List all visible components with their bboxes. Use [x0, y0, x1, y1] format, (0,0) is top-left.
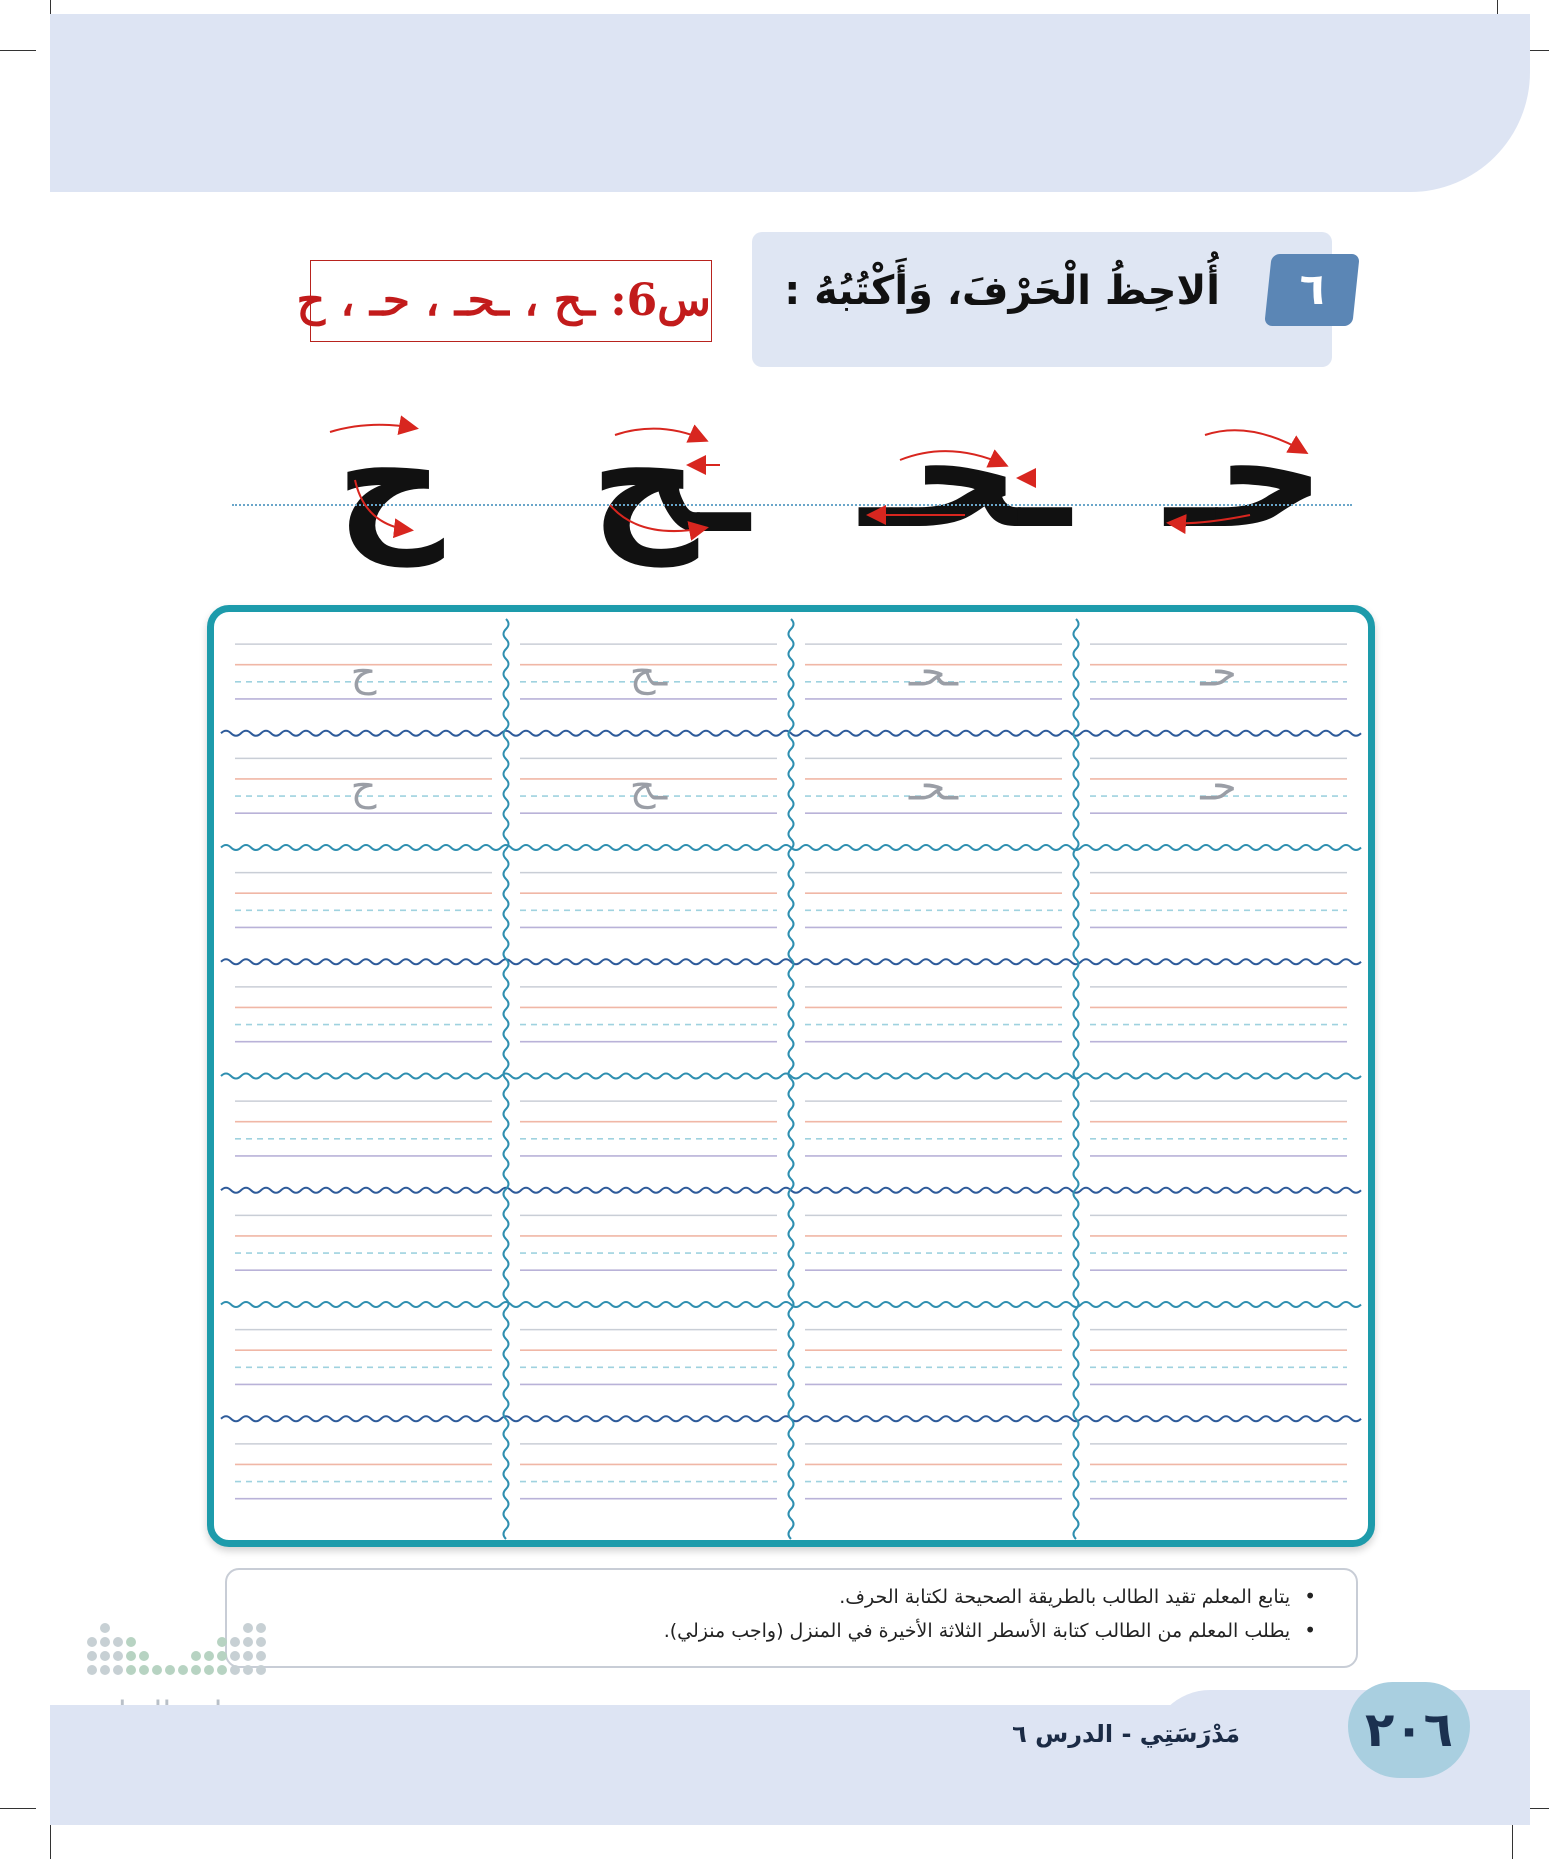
- logo-dot: [217, 1665, 227, 1675]
- arrow: [1205, 430, 1305, 452]
- crop-mark: [1512, 1822, 1513, 1859]
- logo-dot: [230, 1637, 240, 1647]
- traced-letter: ـح: [629, 763, 668, 810]
- page-number: ٢٠٦: [1348, 1682, 1470, 1778]
- traced-letter: ح: [350, 763, 377, 810]
- teacher-notes-list: [227, 1570, 1356, 1642]
- logo-dot: [165, 1665, 175, 1675]
- arrow: [615, 429, 705, 440]
- logo-dot: [191, 1651, 201, 1661]
- logo-dot: [243, 1623, 253, 1633]
- logo-dot: [100, 1665, 110, 1675]
- logo-dot: [87, 1665, 97, 1675]
- model-letter-isolated: ح: [335, 393, 445, 567]
- traced-letter: حـ: [1200, 649, 1237, 696]
- arrow: [330, 425, 415, 432]
- logo-dot: [243, 1637, 253, 1647]
- logo-dot: [230, 1665, 240, 1675]
- traced-letter: ـحـ: [908, 649, 959, 696]
- exercise-title: أُلاحِظُ الْحَرْفَ، وَأَكْتُبُهُ :: [784, 268, 1220, 314]
- logo-dot: [230, 1651, 240, 1661]
- arrow: [900, 451, 1005, 465]
- traced-letter: حـ: [1200, 763, 1237, 810]
- crop-mark: [50, 1822, 51, 1859]
- logo-dot: [204, 1651, 214, 1661]
- answer-forms: ـح ، ـحـ ، حـ ، ح: [296, 275, 596, 326]
- logo-dot: [217, 1651, 227, 1661]
- logo-dot: [113, 1665, 123, 1675]
- exercise-number: ٦: [1264, 254, 1360, 326]
- logo-dot: [139, 1651, 149, 1661]
- crop-mark: [0, 1808, 36, 1809]
- arrow: [1170, 515, 1250, 523]
- arrow: [610, 505, 705, 531]
- logo-dot: [256, 1665, 266, 1675]
- footer-book-label: مَدْرَسَتِي - الدرس ٦: [1012, 1720, 1240, 1748]
- column-separator: [789, 619, 794, 1539]
- logo-dot: [256, 1651, 266, 1661]
- logo-dot: [87, 1637, 97, 1647]
- logo-dot: [217, 1637, 227, 1647]
- ministry-logo-icon: [86, 1612, 276, 1682]
- logo-dot: [126, 1637, 136, 1647]
- traced-letter: ـح: [629, 649, 668, 696]
- logo-dot: [178, 1665, 188, 1675]
- logo-dot: [204, 1665, 214, 1675]
- logo-dot: [100, 1651, 110, 1661]
- logo-dot: [243, 1665, 253, 1675]
- column-separator: [504, 619, 509, 1539]
- traced-letter: ح: [350, 649, 377, 696]
- logo-dot: [191, 1665, 201, 1675]
- logo-dot: [256, 1623, 266, 1633]
- logo-dot: [152, 1665, 162, 1675]
- logo-dot: [126, 1665, 136, 1675]
- teacher-note: • يطلب المعلم من الطالب كتابة الأسطر الثلاثة الأخيرة في المنزل (واجب منزلي).: [227, 1618, 1316, 1642]
- logo-dot: [113, 1651, 123, 1661]
- model-letter-medial: ـحـ: [860, 388, 1071, 562]
- teacher-notes-box: [225, 1568, 1358, 1668]
- logo-dot: [113, 1637, 123, 1647]
- traced-letter: ـحـ: [908, 763, 959, 810]
- model-letter-final: ـح: [590, 393, 750, 567]
- teacher-note: • يتابع المعلم تقيد الطالب بالطريقة الصحيحة لكتابة الحرف.: [227, 1584, 1316, 1608]
- model-letter-initial: حـ: [1165, 388, 1325, 562]
- answer-label: س6:: [610, 275, 711, 326]
- logo-dot: [100, 1637, 110, 1647]
- logo-dot: [87, 1651, 97, 1661]
- practice-grid: [207, 605, 1375, 1547]
- arrow: [355, 480, 410, 530]
- logo-dot: [126, 1651, 136, 1661]
- row-separator: [221, 731, 1361, 736]
- logo-dot: [100, 1623, 110, 1633]
- row-separator: [221, 1302, 1361, 1307]
- logo-dot: [256, 1637, 266, 1647]
- logo-dot: [243, 1651, 253, 1661]
- logo-dot: [139, 1665, 149, 1675]
- stroke-arrows: [0, 0, 1549, 620]
